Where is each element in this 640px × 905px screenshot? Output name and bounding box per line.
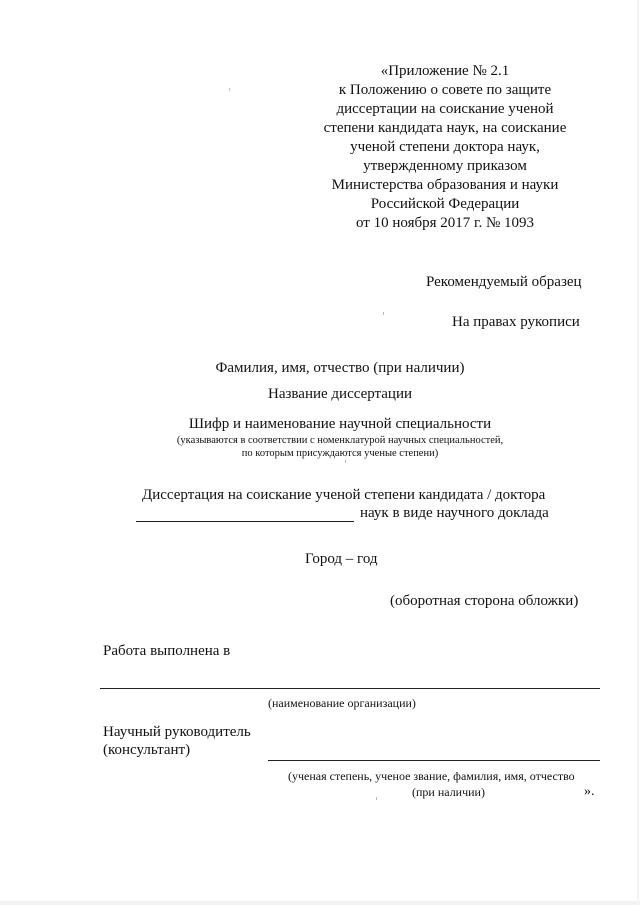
- scan-speck: [345, 460, 346, 463]
- appendix-line: степени кандидата наук, на соискание: [323, 120, 567, 136]
- author-name: Фамилия, имя, отчество (при наличии): [215, 360, 465, 376]
- appendix-line: утвержденному приказом: [363, 158, 527, 174]
- scan-right-edge: [637, 0, 639, 905]
- appendix-header: [300, 62, 590, 233]
- appendix-line: ученой степени доктора наук,: [350, 139, 540, 155]
- supervisor-label: (консультант): [103, 742, 191, 758]
- dissertation-title: Название диссертации: [267, 386, 413, 402]
- appendix-line: к Положению о совете по защите: [338, 82, 552, 98]
- degree-blank-line: [136, 521, 354, 522]
- appendix-line: Министерства образования и науки: [331, 177, 559, 193]
- degree-line: Диссертация на соискание ученой степени кандидата / доктора: [142, 487, 546, 503]
- appendix-line: от 10 ноября 2017 г. № 1093: [355, 215, 535, 231]
- organization-line: [100, 688, 600, 689]
- work-done-at: Работа выполнена в: [103, 643, 231, 659]
- closing-quote: ».: [584, 784, 595, 799]
- specialty-note: по которым присуждаются ученые степени): [241, 448, 439, 459]
- appendix-line: «Приложение № 2.1: [380, 63, 510, 79]
- reverse-side-caption: (оборотная сторона обложки): [390, 593, 579, 609]
- recommended-sample: Рекомендуемый образец: [426, 274, 582, 290]
- specialty-note: (указываются в соответствии с номенклатурой научных специальностей,: [176, 435, 504, 446]
- degree-line: наук в виде научного доклада: [360, 505, 549, 521]
- appendix-line: диссертации на соискание ученой: [336, 101, 554, 117]
- supervisor-label: Научный руководитель: [103, 724, 251, 740]
- scan-bottom-edge: [0, 901, 640, 905]
- scan-speck: [376, 797, 377, 800]
- scan-speck: [229, 88, 230, 91]
- supervisor-caption: (при наличии): [412, 785, 485, 799]
- specialty-title: Шифр и наименование научной специальности: [188, 416, 492, 432]
- appendix-line: Российской Федерации: [370, 196, 520, 212]
- manuscript-rights: На правах рукописи: [452, 314, 580, 330]
- scan-speck: [383, 312, 384, 315]
- supervisor-caption: (ученая степень, ученое звание, фамилия, имя, отчество: [288, 769, 575, 783]
- city-year: Город – год: [305, 551, 378, 567]
- organization-caption: (наименование организации): [268, 696, 416, 710]
- supervisor-line: [268, 760, 600, 761]
